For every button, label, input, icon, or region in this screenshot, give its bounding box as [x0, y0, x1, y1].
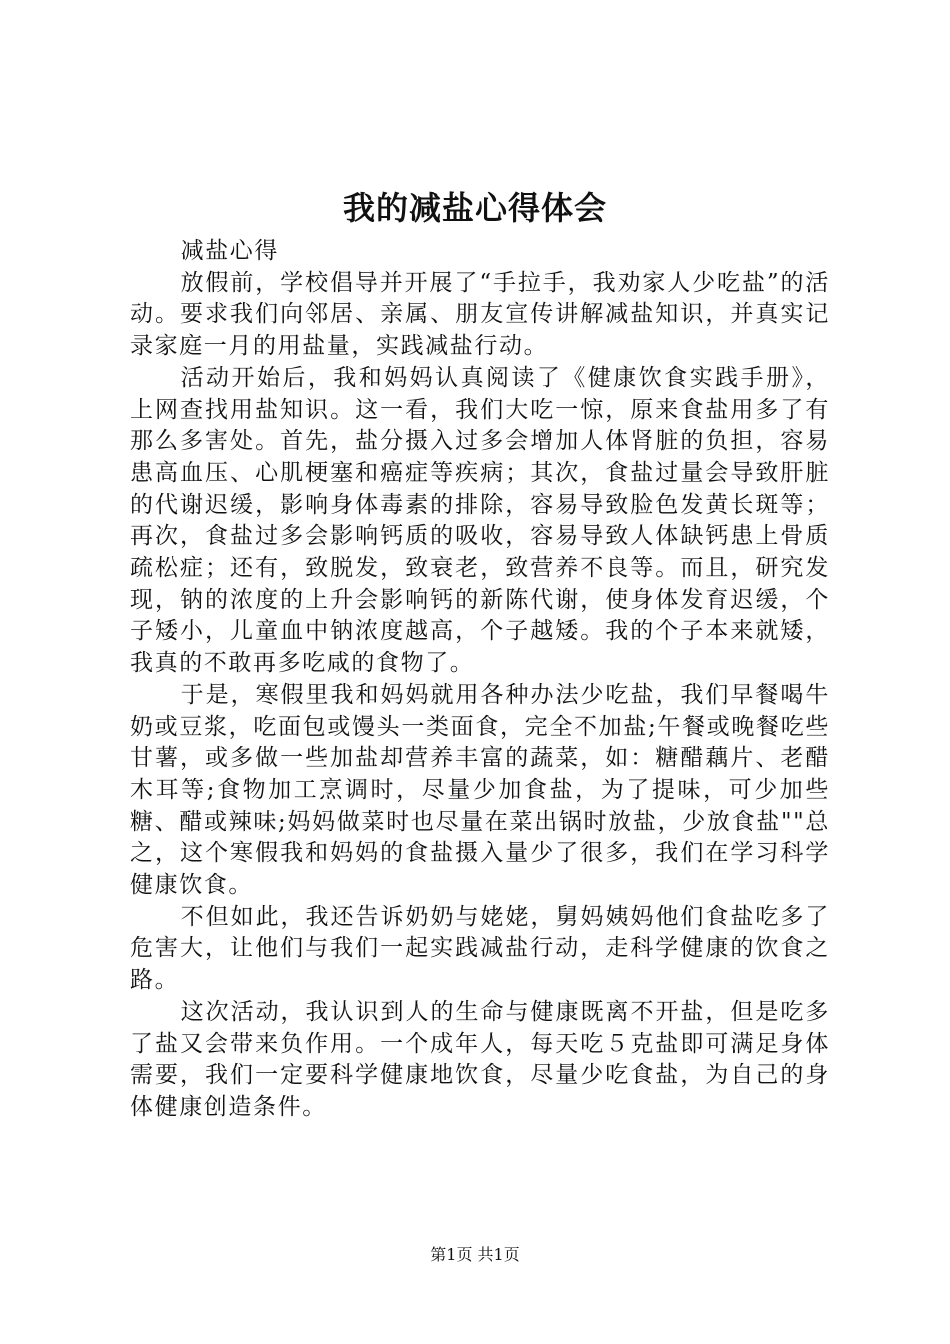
paragraph: 减盐心得 — [180, 238, 279, 264]
document-title: 我的减盐心得体会 — [342, 189, 607, 227]
paragraph: 放假前，学校倡导并开展了“手拉手，我劝家人少吃盐”的活动。要求我们向邻居、亲属、朋友宣传讲解减盐知识，并真实记录家庭一月的用盐量，实践减盐行动。 — [130, 269, 830, 360]
paragraph: 这次活动，我认识到人的生命与健康既离不开盐，但是吃多了盐又会带来负作用。一个成年人，每天吃５克盐即可满足身体需要，我们一定要科学健康地饮食，尽量少吃食盐，为自己的身体健康创造条件。 — [130, 998, 830, 1120]
page-number-footer: 第1页 共1页 — [430, 1245, 520, 1264]
paragraph: 于是，寒假里我和妈妈就用各种办法少吃盐，我们早餐喝牛奶或豆浆，吃面包或馒头一类面食，完全不加盐;午餐或晚餐吃些甘薯，或多做一些加盐却营养丰富的蔬菜，如：糖醋藕片、老醋木耳等;食物加工烹调时，尽量少加食盐，为了提味，可少加些糖、醋或辣味;妈妈做菜时也尽量在菜出锅时放盐，少放食盐""总之，这个寒假我和妈妈的食盐摄入量少了很多，我们在学习科学健康饮食。 — [130, 681, 830, 899]
document-body — [130, 236, 830, 1124]
paragraph: 活动开始后，我和妈妈认真阅读了《健康饮食实践手册》，上网查找用盐知识。这一看，我们大吃一惊，原来食盐用多了有那么多害处。首先，盐分摄入过多会增加人体肾脏的负担，容易患高血压、心肌梗塞和癌症等疾病；其次，食盐过量会导致肝脏的代谢迟缓，影响身体毒素的排除，容易导致脸色发黄长斑等；再次，食盐过多会影响钙质的吸收，容易导致人体缺钙患上骨质疏松症；还有，致脱发，致衰老，致营养不良等。而且，研究发现，钠的浓度的上升会影响钙的新陈代谢，使身体发育迟缓，个子矮小，儿童血中钠浓度越高，个子越矮。我的个子本来就矮，我真的不敢再多吃咸的食物了。 — [130, 364, 830, 677]
paragraph: 不但如此，我还告诉奶奶与姥姥，舅妈姨妈他们食盐吃多了危害大，让他们与我们一起实践减盐行动，走科学健康的饮食之路。 — [130, 903, 830, 994]
